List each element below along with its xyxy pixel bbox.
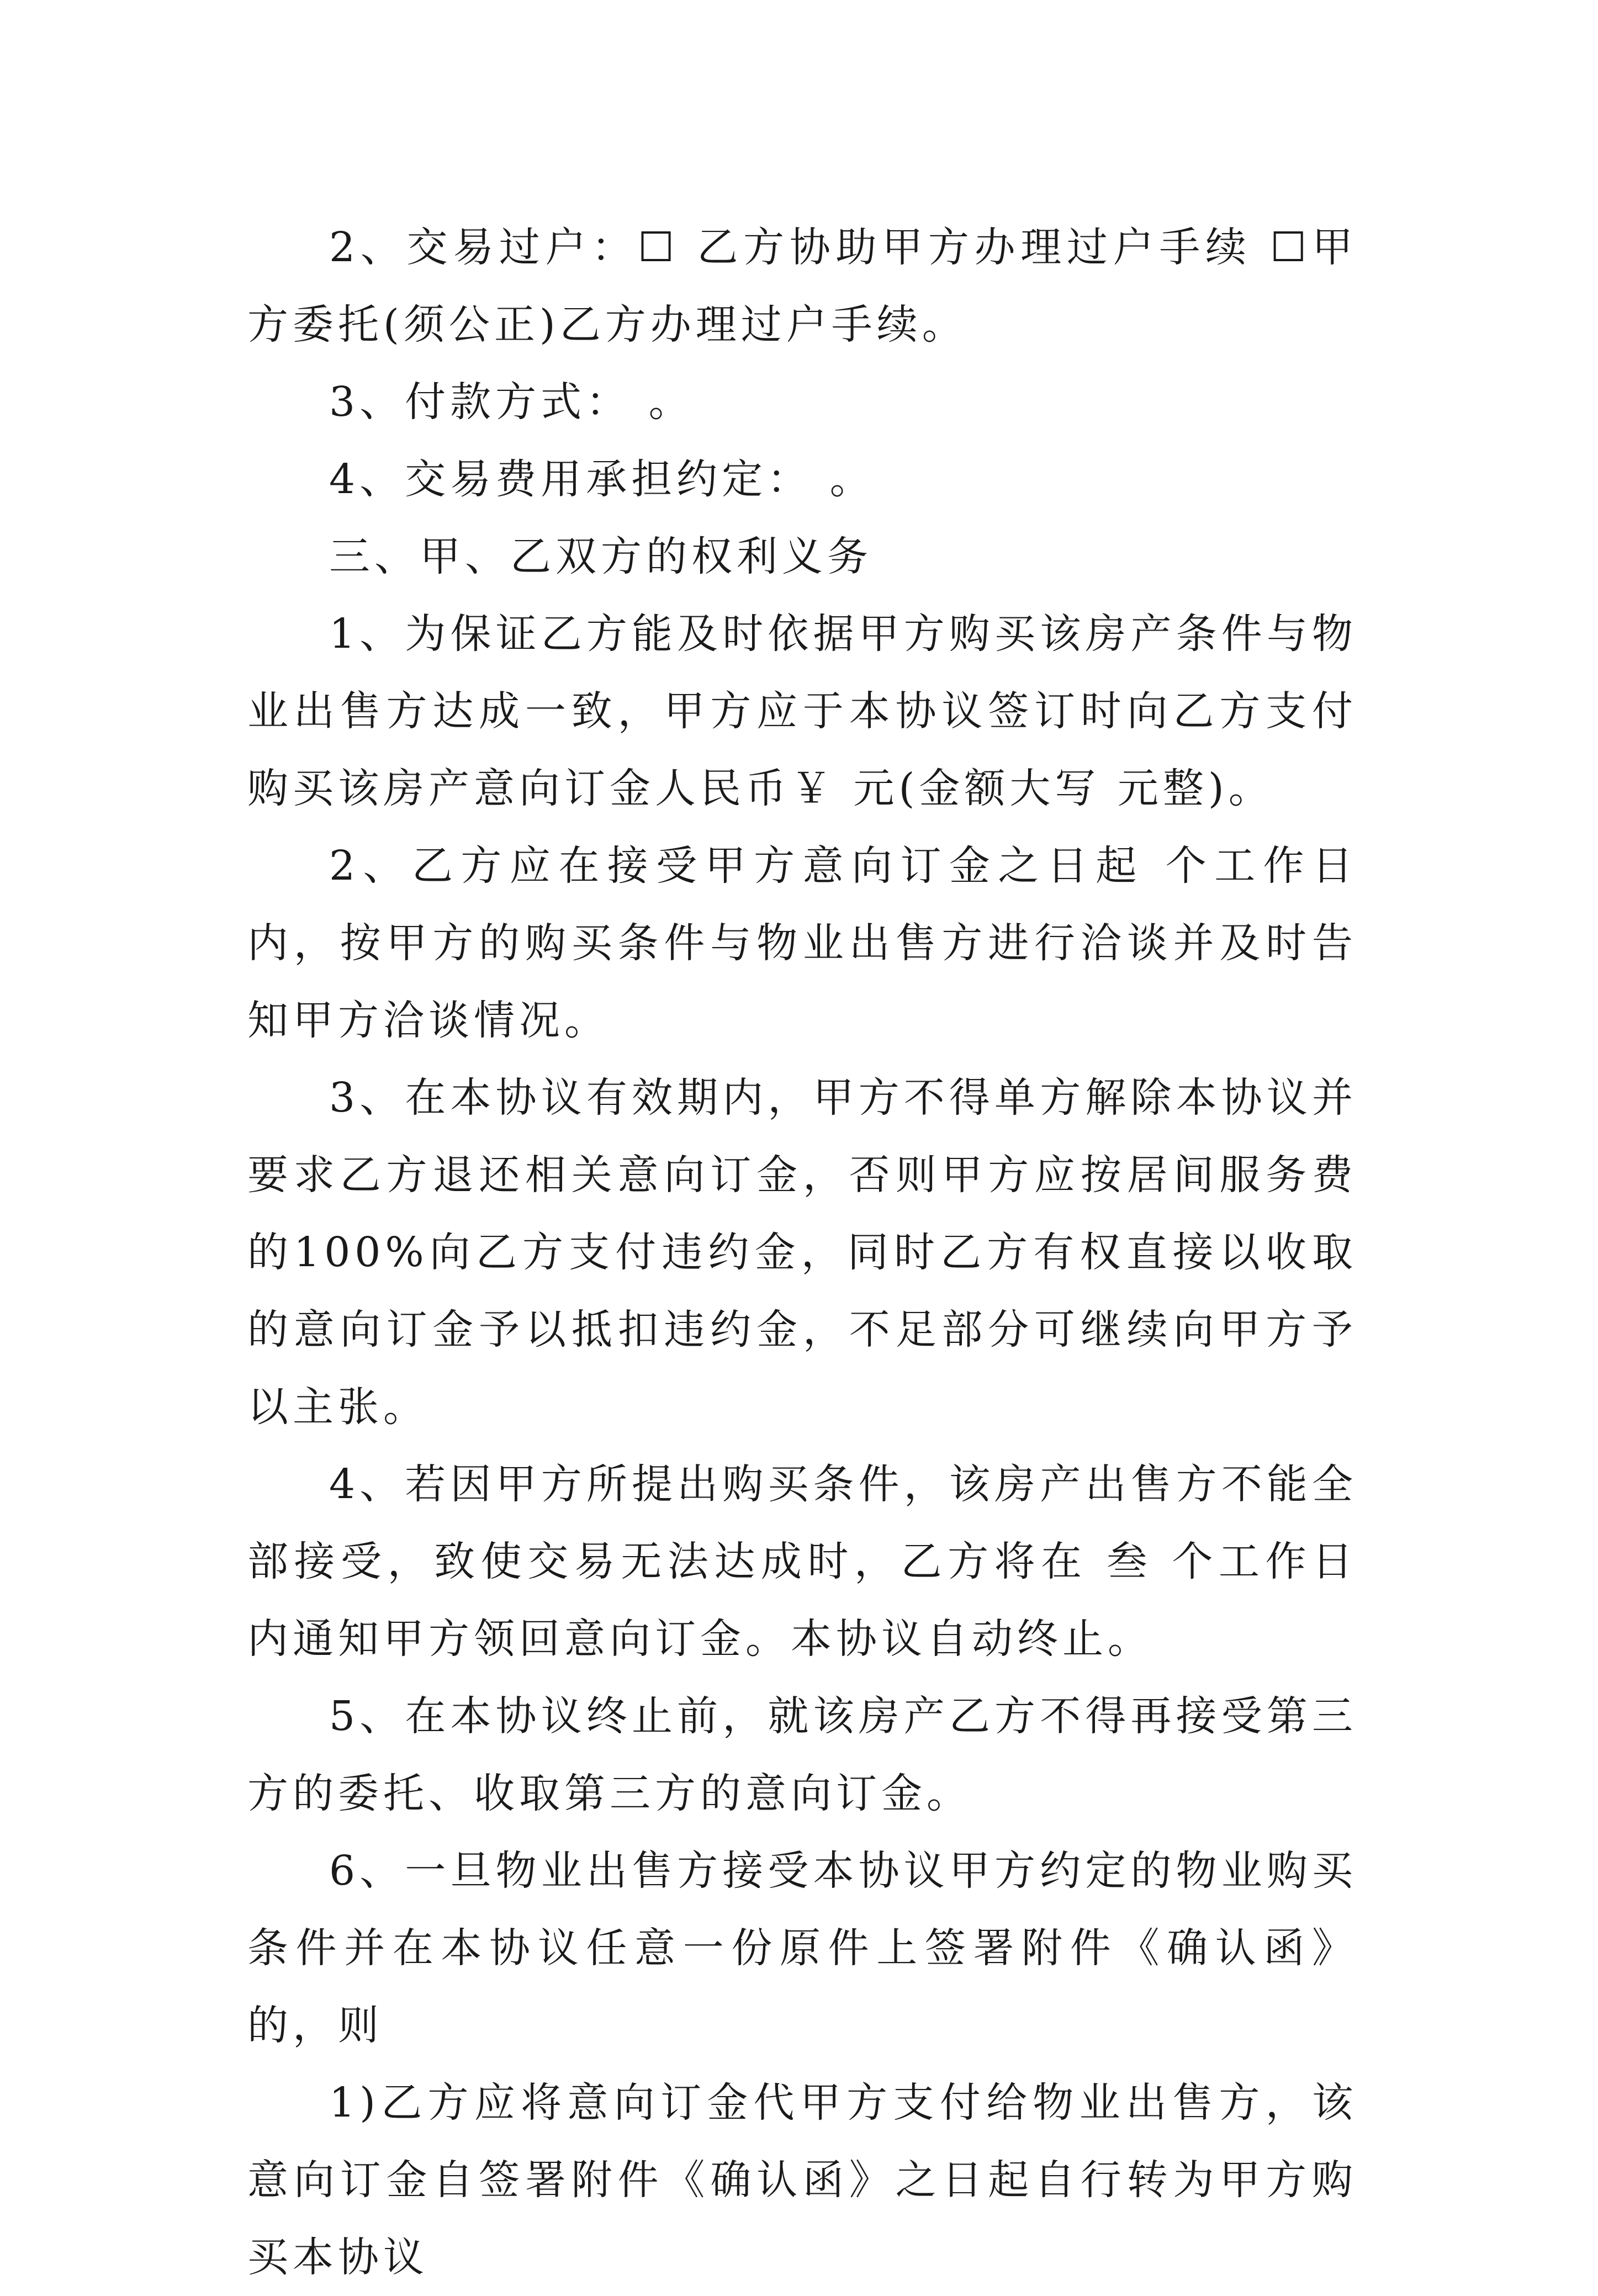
- document-body: [247, 209, 1357, 2296]
- obligation-6-confirmation: 6、一旦物业出售方接受本协议甲方约定的物业购买条件并在本协议任意一份原件上签署附件《确认函》的，则: [247, 1847, 1357, 2049]
- clause-2-transfer: 2、交易过户：☐ 乙方协助甲方办理过户手续 ☐甲方委托(须公正)乙方办理过户手续。: [247, 224, 1357, 348]
- obligation-1-deposit: 1、为保证乙方能及时依据甲方购买该房产条件与物业出售方达成一致，甲方应于本协议签订时向乙方支付购买该房产意向订金人民币￥ 元(金额大写 元整)。: [247, 610, 1357, 812]
- obligation-5-exclusivity: 5、在本协议终止前，就该房产乙方不得再接受第三方的委托、收取第三方的意向订金。: [247, 1692, 1357, 1817]
- obligation-6-item-1: 1)乙方应将意向订金代甲方支付给物业出售方，该意向订金自签署附件《确认函》之日起自行转为甲方购买本协议: [247, 2079, 1357, 2281]
- obligation-4-refund: 4、若因甲方所提出购买条件，该房产出售方不能全部接受，致使交易无法达成时，乙方将在 叁 个工作日内通知甲方领回意向订金。本协议自动终止。: [247, 1461, 1357, 1663]
- section-heading-rights-obligations: 三、甲、乙双方的权利义务: [329, 533, 872, 580]
- clause-3-payment-method: 3、付款方式： 。: [329, 378, 694, 426]
- clause-4-fee-agreement: 4、交易费用承担约定： 。: [329, 456, 875, 503]
- obligation-3-termination: 3、在本协议有效期内，甲方不得单方解除本协议并要求乙方退还相关意向订金，否则甲方应按居间服务费的100%向乙方支付违约金，同时乙方有权直接以收取的意向订金予以抵扣违约金，不足部分可继续向甲方予以主张。: [247, 1074, 1357, 1431]
- obligation-2-negotiation: 2、乙方应在接受甲方意向订金之日起 个工作日内，按甲方的购买条件与物业出售方进行洽谈并及时告知甲方洽谈情况。: [247, 842, 1357, 1044]
